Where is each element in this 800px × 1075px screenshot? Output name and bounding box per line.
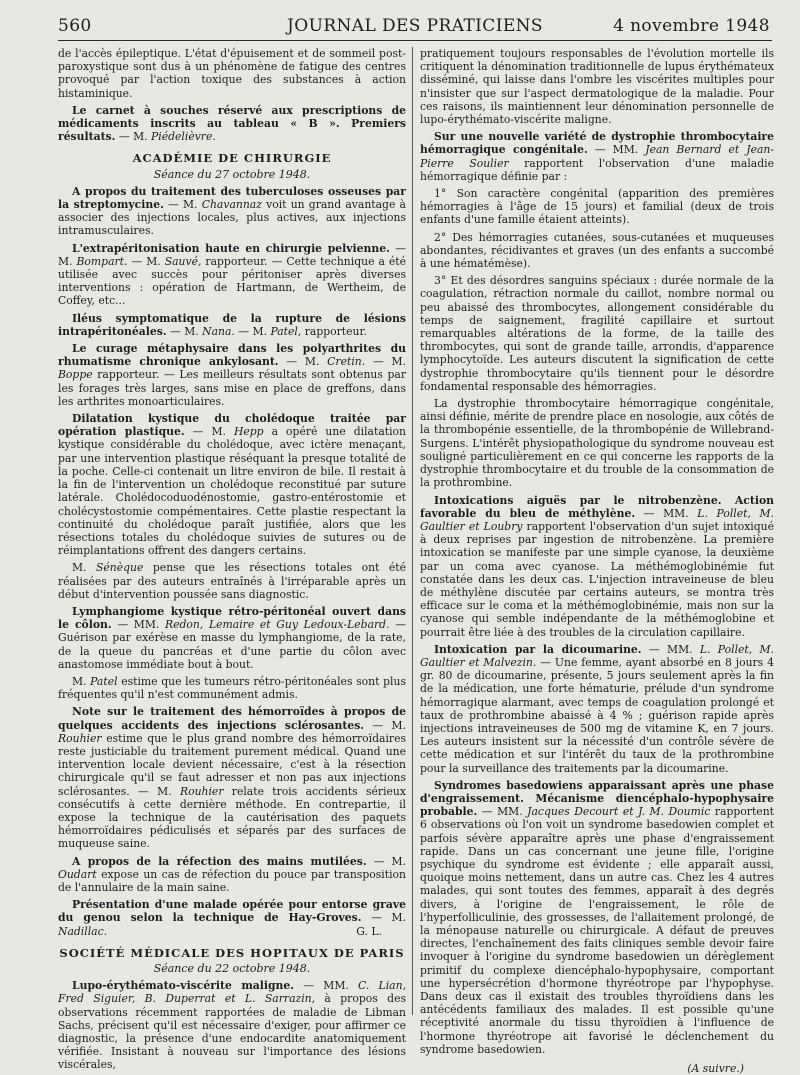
article-dystrophie: Sur une nouvelle variété de dystrophie thrombocytaire hémorragique congénitale. — MM. Jean Bernard et Jean-Pierre Soulier rapportent l'observation d'une maladie hémorragique définie par : bbox=[420, 130, 774, 183]
right-column bbox=[420, 47, 774, 1075]
page-number: 560 bbox=[58, 16, 92, 36]
article-lupo: Lupo-érythémato-viscérite maligne. — MM. C. Lian, Fred Siguier, B. Duperrat et L. Sarrazin, à propos des observations récemment rapportées de maladie de Libman Sachs, précisent qu'il est nécessaire d'exiger, pour affirmer ce diagnostic, la présence d'une endocardite anatomiquement vérifiée. Insistant à nouveau sur l'importance des lésions viscérales, bbox=[58, 979, 406, 1072]
paragraph-seneque: M. Sénèque pense que les résections totales ont été réalisées par des auteurs entraînés à l'irréparable après un début d'intervention poussée sans diagnostic. bbox=[58, 561, 406, 601]
to-be-continued: (A suivre.) bbox=[687, 1062, 744, 1075]
journal-title: JOURNAL DES PRATICIENS bbox=[287, 16, 543, 36]
article-hemorroides: Note sur le traitement des hémorroïdes à propos de quelques accidents des injections sclérosantes. — M. Rouhier estime que le plus grand nombre des hémorroïdaires reste justiciable du traitement purement médical. Quand une intervention locale devient nécessaire, c'est à la résection chirurgicale qu'il se faut adresser et non pas aux injections sclérosantes. — M. Rouhier relate trois accidents sérieux consécutifs à cette dernière méthode. En contrepartie, il expose la technique de la cautérisation des paquets hémorroïdaires pédiculisés et séparés par des surfaces de muqueuse saine. bbox=[58, 705, 406, 851]
section-heading-academie: ACADÉMIE DE CHIRURGIE bbox=[132, 151, 332, 166]
session-date-academie: Séance du 27 octobre 1948. bbox=[153, 167, 311, 181]
article-tuberculoses: A propos du traitement des tuberculoses osseuses par la streptomycine. — M. Chavannaz voit un grand avantage à associer des injections locales, plus actives, aux injections intramusculaires. bbox=[58, 184, 406, 238]
article-genou: Présentation d'une malade opérée pour entorse grave du genou selon la technique de Hay-Groves. — M. Nadillac. G. L. bbox=[58, 898, 406, 938]
article-nitrobenzene: Intoxications aiguës par le nitrobenzène. Action favorable du bleu de méthylène. — MM. L. Pollet, M. Gaultier et Loubry rapportent l'observation d'un sujet intoxiqué à deux reprises par ingestion de nitrobenzène. La première intoxication se manifeste par une simple cyanose, la deuxième par un coma avec cyanose. La méthémoglobinémie fut constatée dans les deux cas. L'injection intraveineuse de bleu de méthylène discutée par certains auteurs, se montra très efficace sur le coma et la méthémoglobinémie, mais non sur la cyanose qui semble indépendante de la méthémoglobine et pourrait être liée à des troubles de la circulation capillaire. bbox=[420, 493, 774, 639]
column-divider bbox=[412, 47, 413, 1015]
issue-date: 4 novembre 1948 bbox=[613, 16, 770, 36]
article-curage: Le curage métaphysaire dans les polyarthrites du rhumatisme chronique ankylosant. — M. Cretin. — M. Boppe rapporteur. — Les meilleurs résultats sont obtenus par les forages très larges, sans mise en place de greffons, dans les arthrites monoarticulaires. bbox=[58, 342, 406, 408]
paragraph-continuation-right: pratiquement toujours responsables de l'évolution mortelle ils critiquent la dénomination traditionnelle de lupus érythémateux disséminé, qui laisse dans l'ombre les viscérites multiples pour n'insister que sur l'aspect dermatologique de la maladie. Pour ces raisons, ils maintiennent leur dénomination personnelle de lupo-érythémato-viscérite maligne. bbox=[420, 47, 774, 127]
page-header bbox=[58, 8, 772, 41]
article-carnet: Le carnet à souches réservé aux prescriptions de médicaments inscrits au tableau « B ». Premiers résultats. — M. Piédelièvre. bbox=[58, 103, 406, 144]
article-ileus: Iléus symptomatique de la rupture de lésions intrapéritonéales. — M. Nana. — M. Patel, rapporteur. bbox=[58, 311, 406, 338]
author-signature: G. L. bbox=[356, 924, 382, 938]
paragraph-continuation: de l'accès épileptique. L'état d'épuisement et de sommeil post-paroxystique sont dus à un phénomène de fatigue des centres provoqué par l'action toxique des substances à action histaminique. bbox=[58, 47, 406, 100]
article-basedowiens: Syndromes basedowiens apparaissant après une phase d'engraissement. Mécanisme diencéphalo-hypophysaire probable. — MM. Jacques Decourt et J. M. Doumic rapportent 6 observations où l'on voit un syndrome basedowien complet et parfois sévère apparaître après une phase d'engraissement rapide. Dans un cas concernant une jeune fille, l'origine psychique du syndrome est évidente ; elle apparaît aussi, quoique moins nettement, dans un autre cas. Chez les 4 autres malades, qui sont toutes des femmes, apparaît à des degrés divers, à l'origine de l'engraissement, le rôle de l'hyperfolliculinie, des grossesses, de l'allaitement prolongé, de la ménopause naturelle ou chirurgicale. A défaut de preuves directes, l'enchaînement des faits cliniques semble devoir faire invoquer à l'origine du syndrome basedowien un dérèglement primitif du complexe diencéphalo-hypophysaire, comportant une hypersécrétion d'hormone thyréotrope par l'hypophyse. Dans deux cas il existait des troubles thyroïdiens dans les antécédents familiaux des malades. Il est possible qu'une réceptivité anormale du tissu thyroïdien à l'influence de l'hormone thyréotrope ait favorisé le déclenchement du syndrome basedowien. bbox=[420, 778, 774, 1056]
point-2: 2° Des hémorragies cutanées, sous-cutanées et muqueuses abondantes, récidivantes et graves (un des enfants a succombé à une hématémèse). bbox=[420, 230, 774, 271]
paragraph-dystrophie-definie: La dystrophie thrombocytaire hémorragique congénitale, ainsi définie, mérite de prendre place en nosologie, aux côtés de la thrombopénie essentielle, de la thrombopénie de Willebrand-Surgens. L'intérêt physiopathologique du syndrome nouveau est souligné particulièrement en ce qui concerne les rapports de la dystrophie thrombocytaire et du trouble de la consommation de la prothrombine. bbox=[420, 397, 774, 490]
section-heading-societe: SOCIÉTÉ MÉDICALE DES HOPITAUX DE PARIS bbox=[59, 945, 405, 960]
point-1: 1° Son caractère congénital (apparition des premières hémorragies à l'âge de 15 jours) et familial (deux de trois enfants d'une famille étaient atteints). bbox=[420, 187, 774, 227]
article-lymphangiome: Lymphangiome kystique rétro-péritonéal ouvert dans le côlon. — MM. Redon, Lemaire et Guy Ledoux-Lebard. — Guérison par exérèse en masse du lymphangiome, de la rate, de la queue du pancréas et d'une partie du côlon avec anastomose immédiate bout à bout. bbox=[58, 604, 406, 671]
article-dicoumarine: Intoxication par la dicoumarine. — MM. L. Pollet, M. Gaultier et Malvezin. — Une femme, ayant absorbé en 8 jours 4 gr. 80 de dicoumarine, présente, 5 jours seulement après la fin de la médication, une forte hématurie, prélude d'un syndrome hémorragique alarmant, avec temps de coagulation prolongé et taux de prothrombine abaissé à 4 % ; guérison rapide après injections intraveineuses de 500 mg de vitamine K, en 7 jours. Les auteurs insistent sur la nécessité d'un contrôle sévère de cette médication et sur l'intérêt du taux de la prothrombine pour la surveillance des traitements par la dicoumarine. bbox=[420, 642, 774, 775]
article-extraperitonisation: L'extrapéritonisation haute en chirurgie pelvienne. — M. Bompart. — M. Sauvé, rapporteur. — Cette technique a été utilisée avec succès pour péritoniser après diverses interventions : opération de Hartmann, de Wertheim, de Coffey, etc... bbox=[58, 241, 406, 308]
point-3: 3° Et des désordres sanguins spéciaux : durée normale de la coagulation, rétraction normale du caillot, nombre normal ou peu abaissé des thrombocytes, allongement considérable du temps de saignement, fragilité capillaire et surtout remarquables altérations de la forme, de la taille des thrombocytes, qui sont de grande taille, arrondis, d'apparence lymphocytoïde. Les auteurs discutent la signification de cette dystrophie thrombocytaire qu'ils tiennent pour le désordre fondamental responsable des hémorragies. bbox=[420, 274, 774, 393]
session-date-societe: Séance du 22 octobre 1948. bbox=[153, 962, 311, 975]
article-dilatation: Dilatation kystique du cholédoque traitée par opération plastique. — M. Hepp a opéré une dilatation kystique considérable du cholédoque, avec ictère menaçant, par une intervention plastique réséquant la presque totalité de la poche. Celle-ci contenait un litre environ de bile. Il restait à la fin de l'intervention un cholédoque reconstitué par suture latérale. Cholédocoduodénostomie, gastro-entérostomie et cholécystostomie compémentaires. Cette plastie respectant la continuité du cholédoque paraît justifiée, alors que les résections totales du cholédoque suivies de sutures ou de réimplantations offrent des dangers certains. bbox=[58, 412, 406, 558]
paragraph-patel: M. Patel estime que les tumeurs rétro-péritonéales sont plus fréquentes qu'il n'est communément admis. bbox=[58, 674, 406, 702]
article-mains: A propos de la réfection des mains mutilées. — M. Oudart expose un cas de réfection du pouce par transposition de l'annulaire de la main saine. bbox=[58, 854, 407, 894]
left-column bbox=[58, 47, 407, 1072]
